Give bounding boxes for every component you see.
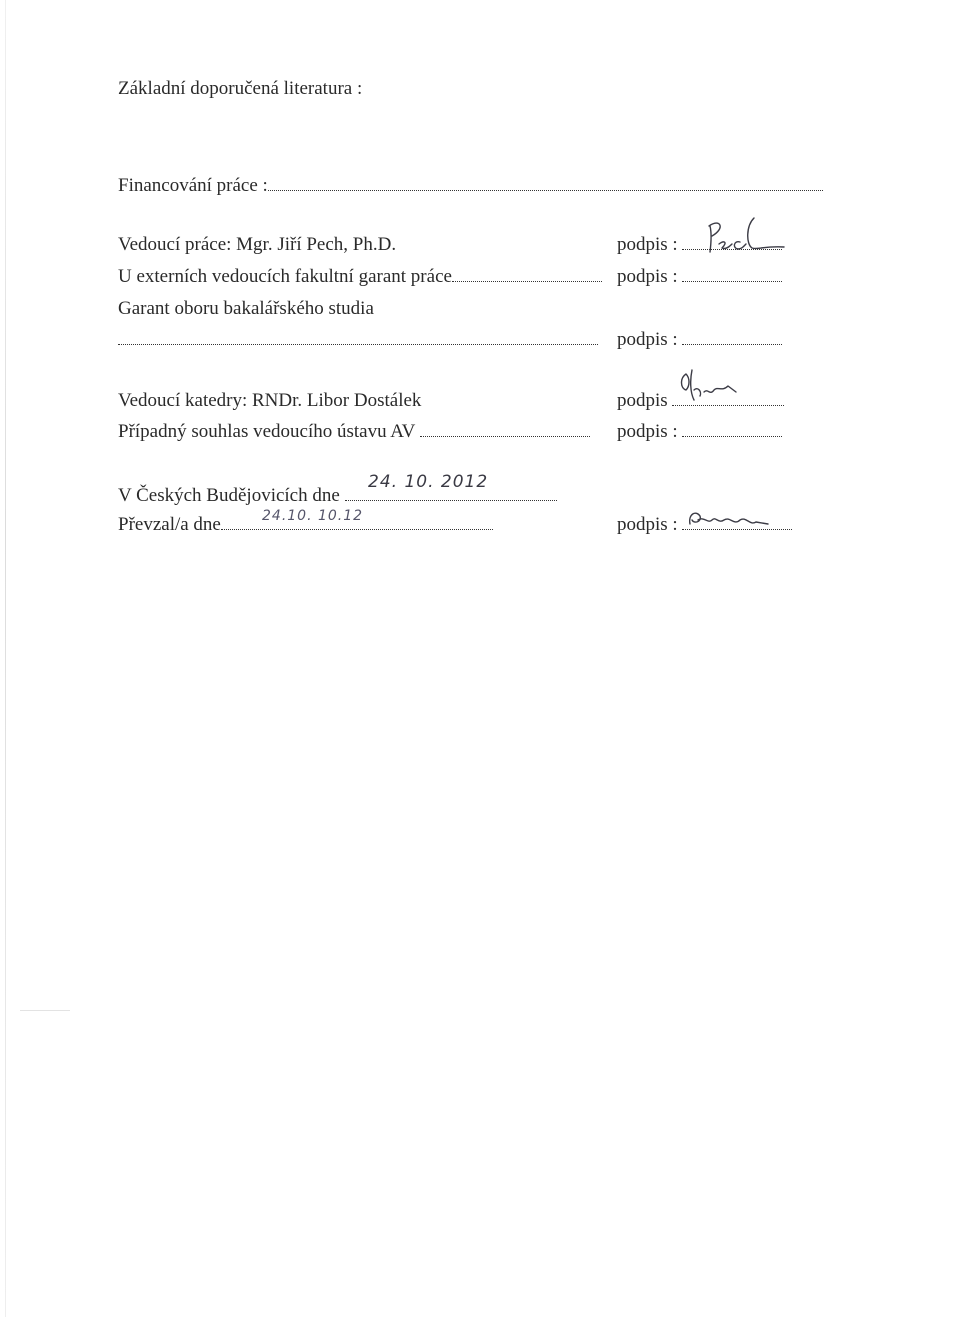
scan-edge-line <box>5 0 6 1317</box>
institute-consent-row <box>118 421 590 443</box>
signature-label: podpis : <box>617 514 678 535</box>
literature-label: Základní doporučená literatura : <box>118 78 363 99</box>
signature-label: podpis : <box>617 421 678 442</box>
field-guarantor-dotted-line <box>118 343 598 345</box>
place-date-label: V Českých Budějovicích dne <box>118 485 340 506</box>
funding-label: Financování práce : <box>118 175 268 196</box>
received-label: Převzal/a dne <box>118 514 221 535</box>
institute-consent-signature-field <box>617 421 782 443</box>
signature-dotted-line <box>682 435 782 437</box>
field-guarantor-label: Garant oboru bakalářského studia <box>118 298 374 319</box>
signature-dotted-line <box>682 343 782 345</box>
field-guarantor-signature-field <box>617 329 782 351</box>
external-guarantor-dotted-line <box>452 280 602 282</box>
external-guarantor-signature-field <box>617 266 782 288</box>
signature-dotted-line <box>682 280 782 282</box>
institute-consent-dotted-line <box>420 435 590 437</box>
received-handwritten: 24.10. 10.12 <box>262 508 364 524</box>
supervisor-label: Vedoucí práce: Mgr. Jiří Pech, Ph.D. <box>118 234 397 255</box>
funding-dotted-line <box>268 189 823 191</box>
place-date-dotted-line <box>345 499 557 501</box>
place-date-row <box>118 485 557 507</box>
received-signature <box>684 506 784 534</box>
signature-label: podpis : <box>617 266 678 287</box>
supervisor-signature <box>704 214 794 258</box>
external-guarantor-label: U externích vedoucích fakultní garant práce <box>118 266 452 287</box>
signature-label: podpis <box>617 390 668 411</box>
scan-artifact <box>20 1010 70 1011</box>
place-date-handwritten: 24. 10. 2012 <box>368 472 489 492</box>
signature-label: podpis : <box>617 329 678 350</box>
department-head-label: Vedoucí katedry: RNDr. Libor Dostálek <box>118 390 422 411</box>
department-head-signature <box>676 366 766 406</box>
signature-label: podpis : <box>617 234 678 255</box>
institute-consent-label: Případný souhlas vedoucího ústavu AV <box>118 421 415 442</box>
field-guarantor-row <box>118 329 598 351</box>
funding-row <box>118 175 823 197</box>
received-dotted-line <box>221 528 493 530</box>
external-guarantor-row <box>118 266 602 288</box>
